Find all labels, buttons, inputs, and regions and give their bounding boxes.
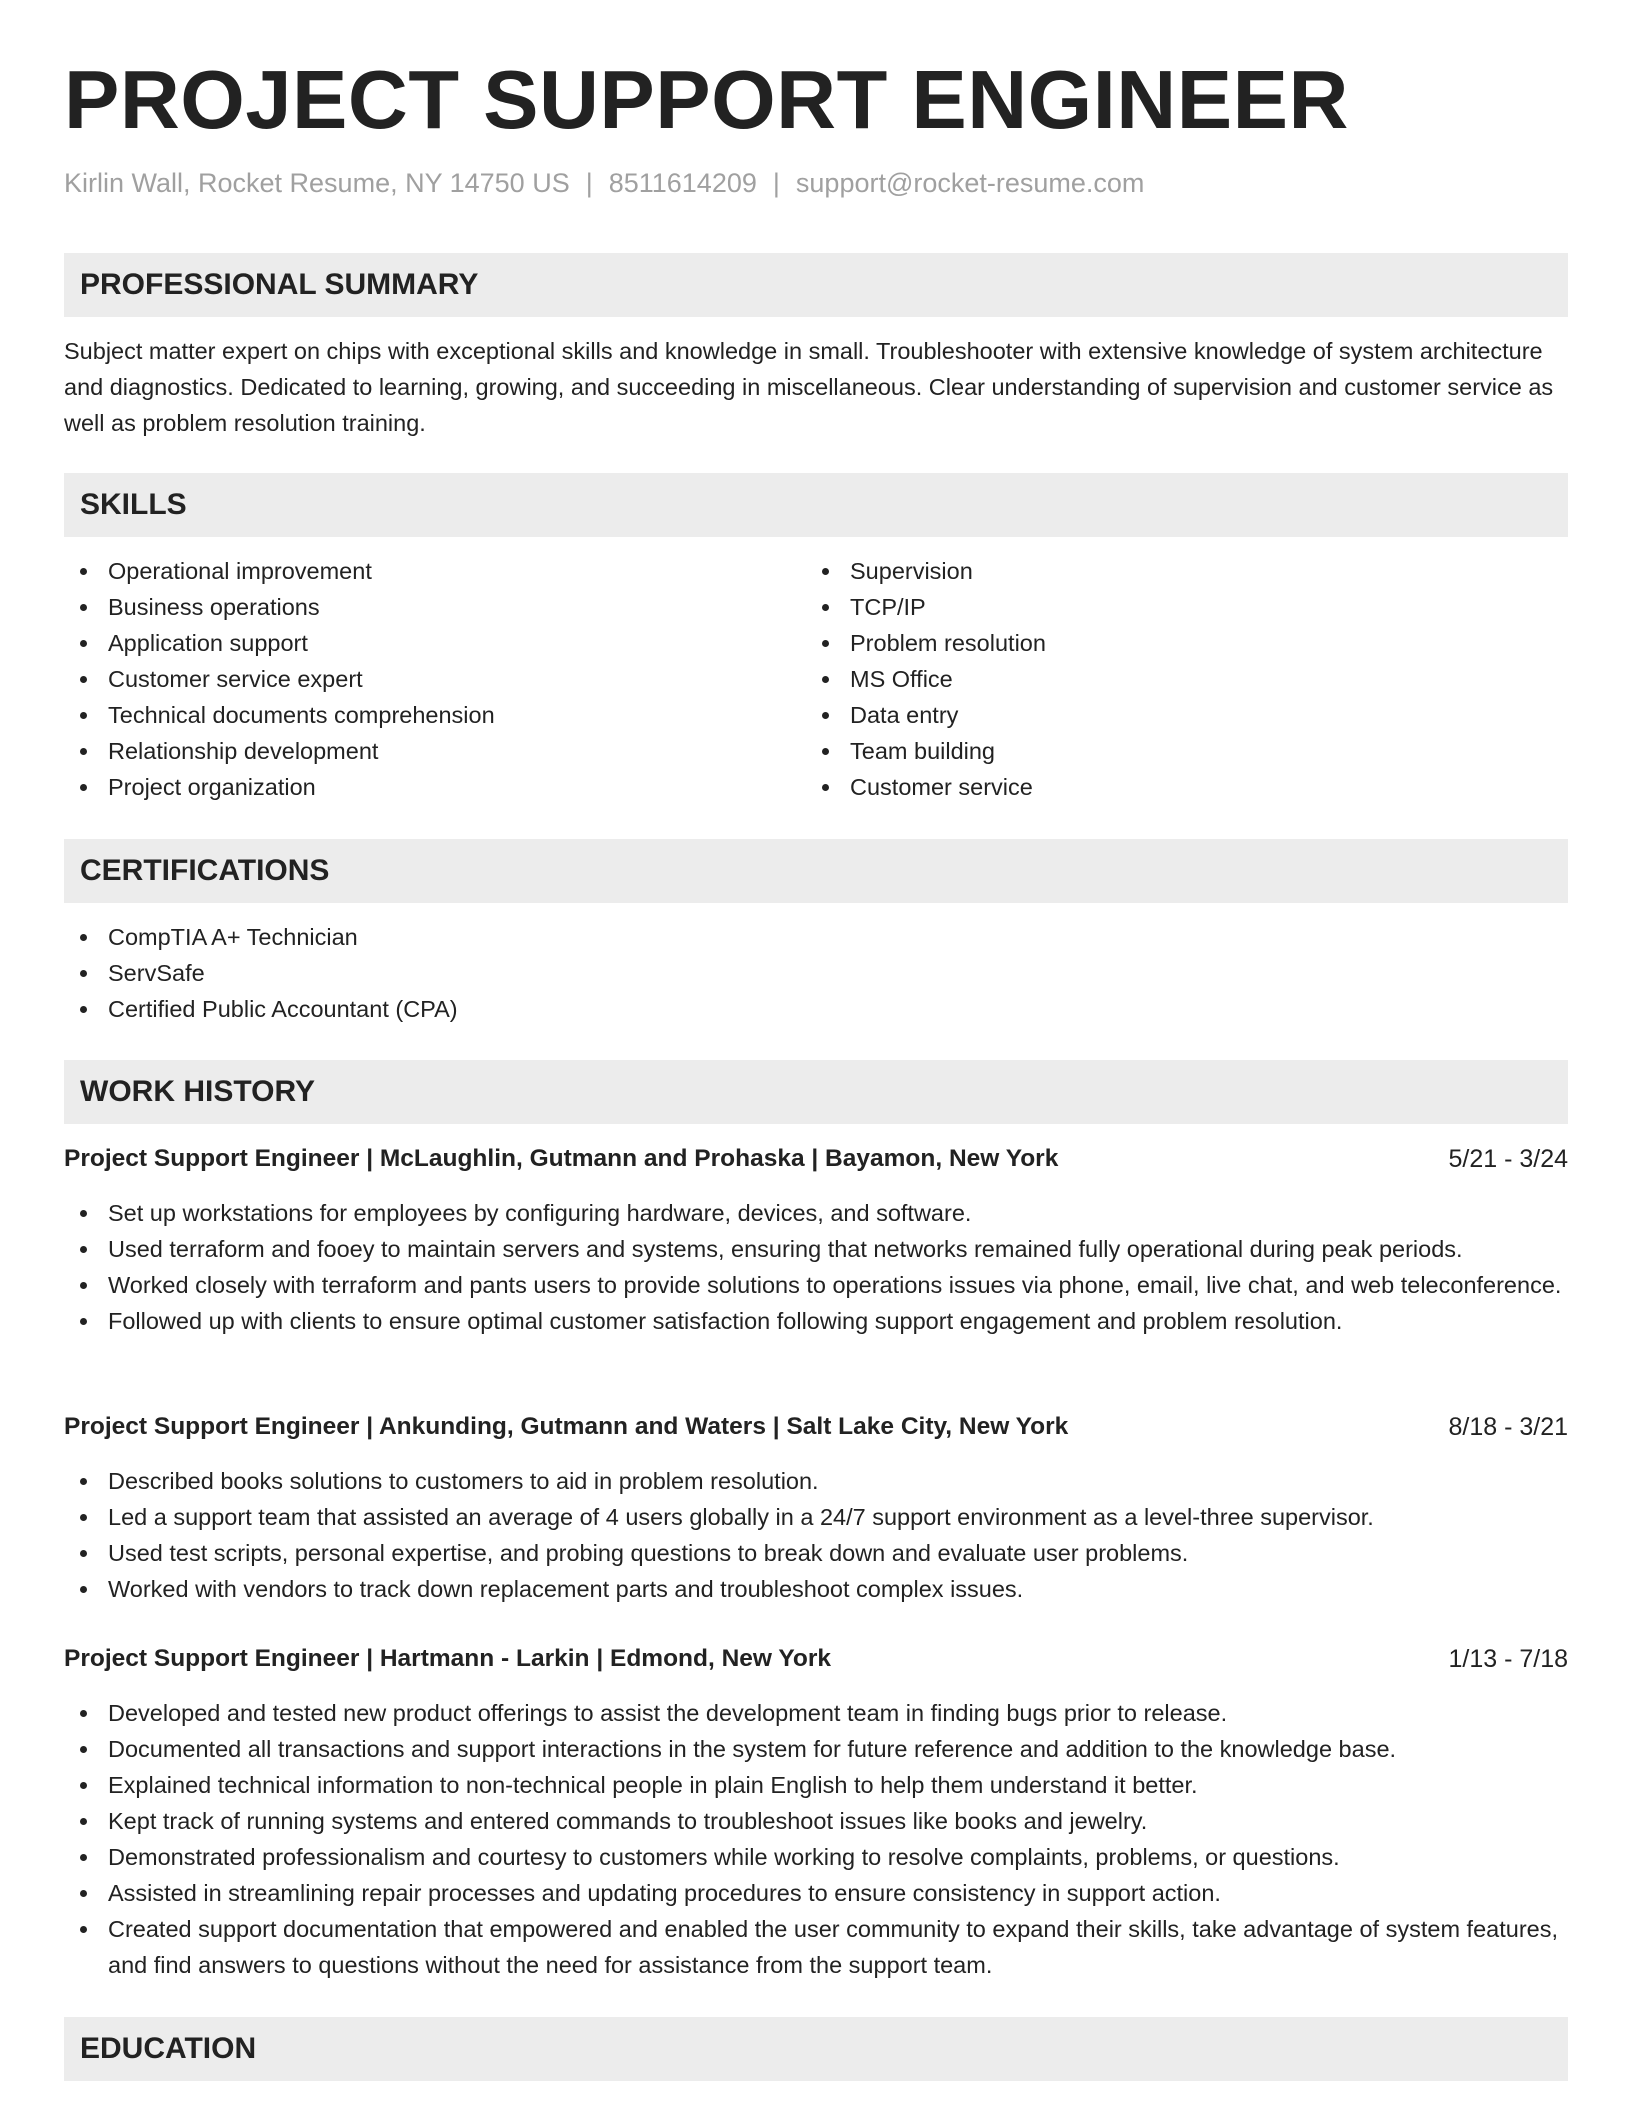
skills-list-left (64, 553, 764, 805)
skill-item: Technical documents comprehension (64, 697, 764, 733)
skills-column-left (64, 553, 764, 805)
section-heading-work-history: WORK HISTORY (64, 1060, 1568, 1124)
summary-text: Subject matter expert on chips with exceptional skills and knowledge in small. Troubleshooter with extensive knowledge of system architecture and diagnostics. Dedicated to learning, growing, and succeeding in miscellaneous. Clear understanding of supervision and customer service as well as problem resolution training. (64, 338, 1554, 436)
job-bullet: Set up workstations for employees by configuring hardware, devices, and software. (64, 1195, 1568, 1231)
skill-item: Data entry (806, 697, 1506, 733)
certification-item: CompTIA A+ Technician (64, 919, 1568, 955)
skill-item: Project organization (64, 769, 764, 805)
job-bullet: Kept track of running systems and entered commands to troubleshoot issues like books and jewelry. (64, 1803, 1568, 1839)
skills-list-right (806, 553, 1506, 805)
contact-separator: | (585, 168, 593, 198)
skill-item: MS Office (806, 661, 1506, 697)
skill-item: Team building (806, 733, 1506, 769)
job-bullet: Explained technical information to non-technical people in plain English to help them understand it better. (64, 1767, 1568, 1803)
contact-line (64, 168, 1144, 199)
skill-item: Operational improvement (64, 553, 764, 589)
job-header (64, 1409, 1568, 1445)
job-header (64, 1641, 1568, 1677)
section-heading-certifications: CERTIFICATIONS (64, 839, 1568, 903)
job-dates: 8/18 - 3/21 (1448, 1413, 1568, 1441)
certifications-block (64, 919, 1568, 1027)
job-bullet: Demonstrated professionalism and courtesy to customers while working to resolve complaints, problems, or questions. (64, 1839, 1568, 1875)
skill-item: Supervision (806, 553, 1506, 589)
job-bullet: Created support documentation that empowered and enabled the user community to expand their skills, take advantage of system features, and find answers to questions without the need for assistance from the support team. (64, 1911, 1568, 1983)
job-bullets (64, 1463, 1568, 1607)
section-heading-skills: SKILLS (64, 473, 1568, 537)
job-entry (64, 1141, 1568, 1339)
job-bullets (64, 1695, 1568, 1983)
contact-separator: | (772, 168, 780, 198)
job-dates: 1/13 - 7/18 (1448, 1645, 1568, 1673)
job-entry (64, 1641, 1568, 1983)
job-bullets (64, 1195, 1568, 1339)
contact-address: Kirlin Wall, Rocket Resume, NY 14750 US (64, 168, 570, 198)
skill-item: Application support (64, 625, 764, 661)
job-bullet: Used test scripts, personal expertise, and probing questions to break down and evaluate user problems. (64, 1535, 1568, 1571)
job-bullet: Led a support team that assisted an average of 4 users globally in a 24/7 support environment as a level-three supervisor. (64, 1499, 1568, 1535)
skill-item: Relationship development (64, 733, 764, 769)
job-bullet: Worked closely with terraform and pants users to provide solutions to operations issues via phone, email, live chat, and web teleconference. (64, 1267, 1568, 1303)
job-bullet: Documented all transactions and support interactions in the system for future reference and addition to the knowledge base. (64, 1731, 1568, 1767)
job-bullet: Developed and tested new product offerings to assist the development team in finding bugs prior to release. (64, 1695, 1568, 1731)
skill-item: Problem resolution (806, 625, 1506, 661)
job-bullet: Described books solutions to customers to aid in problem resolution. (64, 1463, 1568, 1499)
job-header (64, 1141, 1568, 1177)
job-bullet: Used terraform and fooey to maintain servers and systems, ensuring that networks remained fully operational during peak periods. (64, 1231, 1568, 1267)
resume-title: PROJECT SUPPORT ENGINEER (64, 53, 1349, 146)
job-title: Project Support Engineer | Ankunding, Gutmann and Waters | Salt Lake City, New York (64, 1413, 1069, 1440)
job-title: Project Support Engineer | Hartmann - Larkin | Edmond, New York (64, 1645, 831, 1672)
contact-email: support@rocket-resume.com (795, 168, 1145, 198)
section-heading-summary: PROFESSIONAL SUMMARY (64, 253, 1568, 317)
certification-item: ServSafe (64, 955, 1568, 991)
skill-item: Customer service (806, 769, 1506, 805)
section-heading-education: EDUCATION (64, 2017, 1568, 2081)
certification-item: Certified Public Accountant (CPA) (64, 991, 1568, 1027)
skill-item: Customer service expert (64, 661, 764, 697)
skill-item: TCP/IP (806, 589, 1506, 625)
certifications-list (64, 919, 1568, 1027)
contact-phone: 8511614209 (608, 168, 757, 198)
job-title: Project Support Engineer | McLaughlin, Gutmann and Prohaska | Bayamon, New York (64, 1145, 1059, 1172)
job-bullet: Assisted in streamlining repair processes and updating procedures to ensure consistency in support action. (64, 1875, 1568, 1911)
job-dates: 5/21 - 3/24 (1448, 1145, 1568, 1173)
job-bullet: Followed up with clients to ensure optimal customer satisfaction following support engagement and problem resolution. (64, 1303, 1568, 1339)
job-bullet: Worked with vendors to track down replacement parts and troubleshoot complex issues. (64, 1571, 1568, 1607)
job-entry (64, 1409, 1568, 1607)
skill-item: Business operations (64, 589, 764, 625)
skills-column-right (806, 553, 1506, 805)
